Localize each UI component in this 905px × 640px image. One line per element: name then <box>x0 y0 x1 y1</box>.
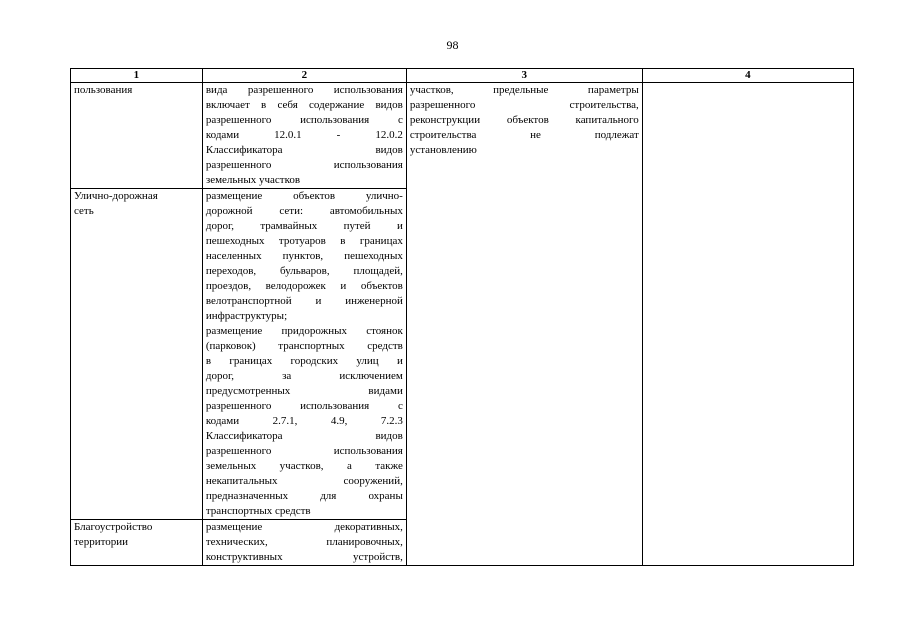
header-col-3: 3 <box>406 69 642 83</box>
text-line: пешеходных тротуаров в границах <box>205 235 403 247</box>
text-line: транспортных средств <box>205 505 311 517</box>
text-line: вида разрешенного использования <box>205 84 403 96</box>
text-line: участков, предельные параметры <box>409 84 639 96</box>
text-line: велотранспортной и инженерной <box>205 295 403 307</box>
text-line: дорог, за исключением <box>205 370 403 382</box>
text-line: реконструкции объектов капитального <box>409 114 639 126</box>
text-line: инфраструктуры; <box>205 310 288 322</box>
text-line: технических, планировочных, <box>205 536 403 548</box>
text-line: проездов, велодорожек и объектов <box>205 280 403 292</box>
header-col-2: 2 <box>202 69 406 83</box>
text-line: предназначенных для охраны <box>205 490 403 502</box>
row-1-name <box>71 83 203 189</box>
parameters-cell <box>406 83 642 566</box>
text-line: разрешенного использования <box>205 159 403 171</box>
text-line: размещение объектов улично- <box>205 190 403 202</box>
text-line: разрешенного использования <box>205 445 403 457</box>
text-line: территории <box>74 536 129 548</box>
text-line: кодами 12.0.1 - 12.0.2 <box>205 129 403 141</box>
text-line: земельных участков <box>205 174 301 186</box>
header-row <box>71 69 854 83</box>
text-line: строительства не подлежат <box>409 129 639 141</box>
text-line: конструктивных устройств, <box>205 551 403 563</box>
row-3-description <box>202 520 406 566</box>
column-4-cell <box>642 83 853 566</box>
text-line: Улично-дорожная <box>74 190 158 202</box>
text-line: разрешенного использования с <box>205 114 403 126</box>
text-line: некапитальных сооружений, <box>205 475 403 487</box>
text-line: населенных пунктов, пешеходных <box>205 250 403 262</box>
table-row <box>71 83 854 189</box>
row-1-description <box>202 83 406 189</box>
text-line: размещение придорожных стоянок <box>205 325 403 337</box>
text-line: кодами 2.7.1, 4.9, 7.2.3 <box>205 415 403 427</box>
row-2-description <box>202 189 406 520</box>
header-col-4: 4 <box>642 69 853 83</box>
page-number: 98 <box>446 38 459 52</box>
text-line: переходов, бульваров, площадей, <box>205 265 403 277</box>
text-line: в границах городских улиц и <box>205 355 403 367</box>
text-line: земельных участков, а также <box>205 460 403 472</box>
header-col-1: 1 <box>71 69 203 83</box>
text-line: Классификатора видов <box>205 430 403 442</box>
text-line: разрешенного использования с <box>205 400 403 412</box>
text-line: пользования <box>74 84 133 96</box>
text-line: дорожной сети: автомобильных <box>205 205 403 217</box>
text-line: предусмотренных видами <box>205 385 403 397</box>
text-line: дорог, трамвайных путей и <box>205 220 403 232</box>
text-line: установлению <box>409 144 477 156</box>
text-line: (парковок) транспортных средств <box>205 340 403 352</box>
row-3-name <box>71 520 203 566</box>
text-line: разрешенного строительства, <box>409 99 639 111</box>
text-line: Классификатора видов <box>205 144 403 156</box>
text-line: включает в себя содержание видов <box>205 99 403 111</box>
row-2-name <box>71 189 203 520</box>
text-line: размещение декоративных, <box>205 521 403 533</box>
land-use-table <box>70 68 854 566</box>
text-line: Благоустройство <box>74 521 153 533</box>
text-line: сеть <box>74 205 94 217</box>
